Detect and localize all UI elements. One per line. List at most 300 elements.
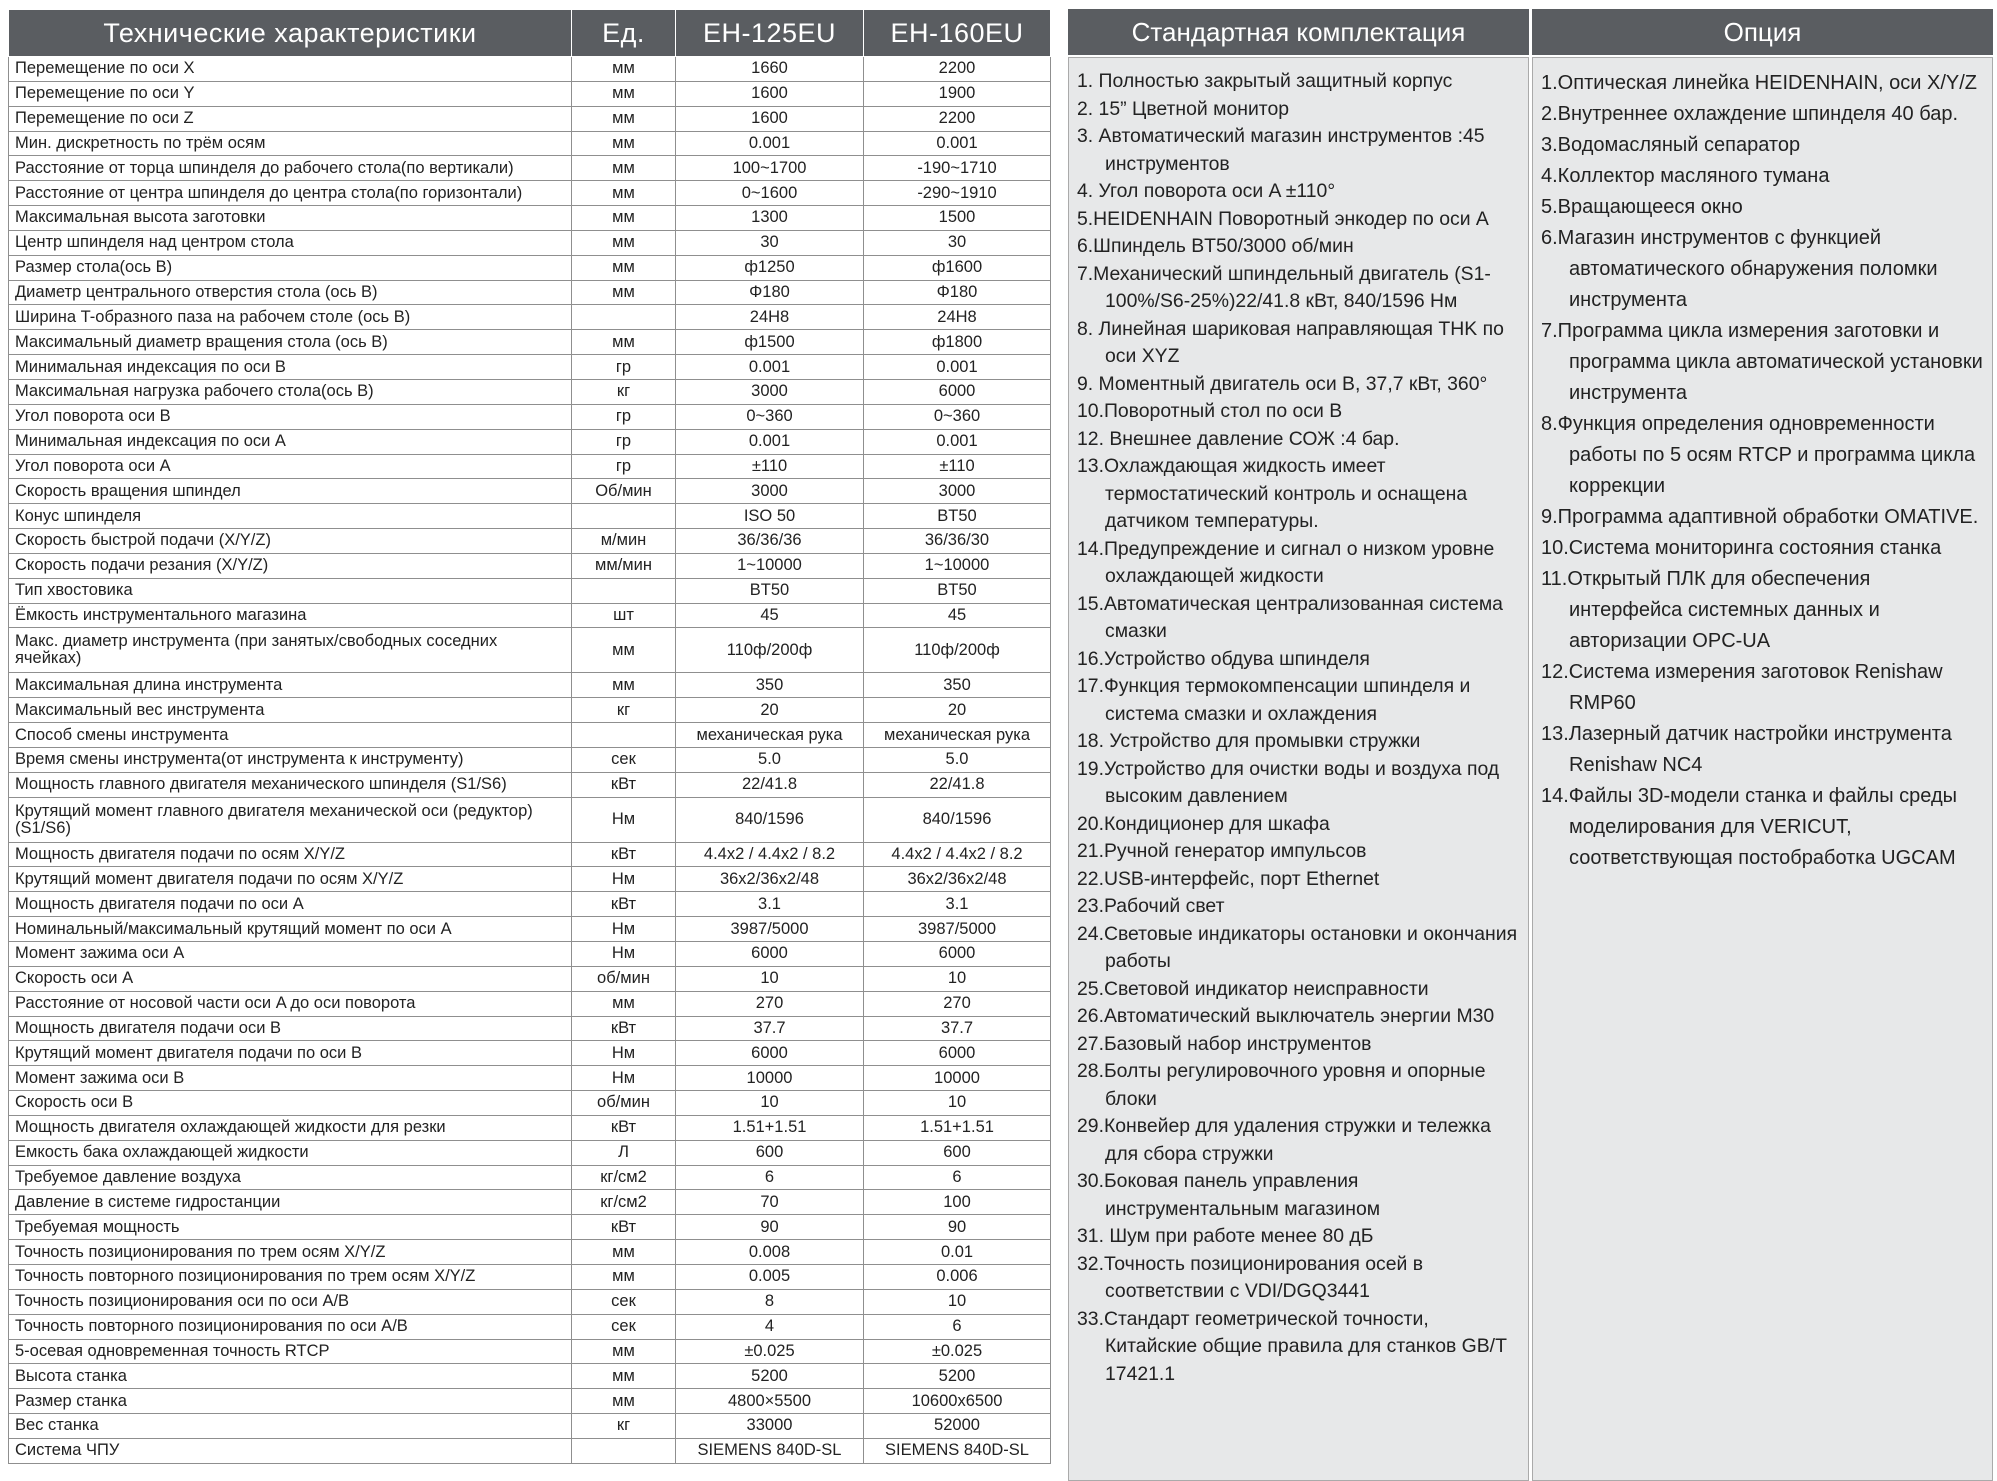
spec-model-2-cell: BT50 [864,504,1051,529]
table-row [9,842,1051,867]
spec-name-cell: Точность позиционирования по трем осям X/Y/Z [9,1240,572,1265]
spec-model-1-cell: 0~360 [676,404,864,429]
table-row [9,578,1051,603]
spec-name-cell: Скорость подачи резания (X/Y/Z) [9,553,572,578]
spec-unit-cell: Нм [572,867,676,892]
spec-model-1-cell: 3000 [676,379,864,404]
spec-model-2-cell: 24H8 [864,305,1051,330]
spec-model-1-cell: 6000 [676,1041,864,1066]
spec-model-2-cell: 36/36/30 [864,529,1051,554]
spec-model-1-cell: 6000 [676,942,864,967]
table-row [9,1364,1051,1389]
spec-header-row [9,10,1051,57]
spec-name-cell: Требуемое давление воздуха [9,1165,572,1190]
list-item: 4. Угол поворота оси A ±110° [1077,180,1336,202]
spec-unit-cell: мм [572,156,676,181]
table-row [9,797,1051,842]
table-row [9,1289,1051,1314]
spec-unit-cell: кг [572,698,676,723]
list-item: 31. Шум при работе менее 80 дБ [1077,1225,1374,1247]
table-row [9,747,1051,772]
header-model-1: EH-125EU [676,10,864,57]
spec-model-2-cell: 5.0 [864,747,1051,772]
spec-unit-cell: Нм [572,917,676,942]
table-row [9,1314,1051,1339]
list-item: 11.Открытый ПЛК для обеспечения интерфейса системных данных и авторизации OPC-UA [1541,568,1880,652]
spec-model-1-cell: 22/41.8 [676,772,864,797]
spec-name-cell: Ёмкость инструментального магазина [9,603,572,628]
spec-model-2-cell: 90 [864,1215,1051,1240]
spec-unit-cell: об/мин [572,1091,676,1116]
list-item: 19.Устройство для очистки воды и воздуха под высоким давлением [1077,757,1500,807]
spec-name-cell: Номинальный/максимальный крутящий момент по оси A [9,917,572,942]
spec-model-1-cell: 1600 [676,81,864,106]
spec-model-2-cell: 10 [864,1091,1051,1116]
spec-unit-cell: об/мин [572,966,676,991]
spec-name-cell: Перемещение по оси Z [9,106,572,131]
spec-model-2-cell: 10 [864,966,1051,991]
spec-model-2-cell: 270 [864,991,1051,1016]
table-row [9,1240,1051,1265]
list-item: 10.Поворотный стол по оси B [1077,400,1343,422]
list-item: 25.Световой индикатор неисправности [1077,977,1429,1000]
list-item: 3.Водомасляный сепаратор [1541,134,1801,156]
spec-name-cell: Мин. дискретность по трём осям [9,131,572,156]
table-row [9,156,1051,181]
spec-model-2-cell: 22/41.8 [864,772,1051,797]
spec-unit-cell: кг/см2 [572,1165,676,1190]
spec-unit-cell: Нм [572,1066,676,1091]
spec-name-cell: Требуемая мощность [9,1215,572,1240]
spec-model-1-cell: 3.1 [676,892,864,917]
spec-name-cell: Точность позиционирования оси по оси A/B [9,1289,572,1314]
spec-model-1-cell: SIEMENS 840D-SL [676,1438,864,1463]
spec-model-1-cell: 1~10000 [676,553,864,578]
table-row [9,603,1051,628]
spec-model-2-cell: 1900 [864,81,1051,106]
spec-name-cell: Момент зажима оси A [9,942,572,967]
options-title: Опция [1532,9,1993,55]
spec-model-2-cell: 110ф/200ф [864,628,1051,673]
spec-model-2-cell: 6 [864,1314,1051,1339]
spec-unit-cell [572,504,676,529]
spec-unit-cell: мм [572,280,676,305]
spec-model-2-cell: 52000 [864,1414,1051,1439]
spec-model-1-cell: 600 [676,1140,864,1165]
table-row [9,1339,1051,1364]
spec-model-2-cell: 6000 [864,1041,1051,1066]
spec-name-cell: Максимальная высота заготовки [9,206,572,231]
spec-model-2-cell: 4.4x2 / 4.4x2 / 8.2 [864,842,1051,867]
spec-model-1-cell: 350 [676,673,864,698]
spec-model-2-cell: 3.1 [864,892,1051,917]
list-item: 8.Функция определения одновременности работы по 5 осям RTCP и программа цикла коррекции [1541,413,1976,497]
table-row [9,181,1051,206]
spec-model-1-cell: механическая рука [676,723,864,748]
spec-model-2-cell: 100 [864,1190,1051,1215]
table-row [9,255,1051,280]
list-item: 13.Охлаждающая жидкость имеет термостатический контроль и оснащена датчиком температуры. [1077,455,1468,532]
list-item: 33.Стандарт геометрической точности, Китайские общие правила для станков GB/T 17421.1 [1077,1307,1507,1385]
spec-name-cell: Точность повторного позиционирования по трем осям X/Y/Z [9,1264,572,1289]
spec-model-2-cell: 3000 [864,479,1051,504]
list-item: 5.Вращающееся окно [1541,196,1743,218]
list-item: 5.HEIDENHAIN Поворотный энкодер по оси A [1077,207,1489,230]
spec-model-1-cell: 37.7 [676,1016,864,1041]
spec-model-1-cell: 1600 [676,106,864,131]
spec-table-container [8,9,1050,1464]
spec-model-1-cell: 24H8 [676,305,864,330]
spec-name-cell: Высота станка [9,1364,572,1389]
spec-model-1-cell: Φ180 [676,280,864,305]
list-item: 18. Устройство для промывки стружки [1077,730,1421,752]
spec-model-1-cell: 1300 [676,206,864,231]
spec-unit-cell: кг [572,1414,676,1439]
header-name: Технические характеристики [9,10,572,57]
table-row [9,131,1051,156]
options-list [1541,68,1984,874]
spec-name-cell: Момент зажима оси B [9,1066,572,1091]
list-item: 10.Система мониторинга состояния станка [1541,537,1942,559]
spec-model-1-cell: 10 [676,1091,864,1116]
table-row [9,1215,1051,1240]
list-item: 29.Конвейер для удаления стружки и тележка для сбора стружки [1077,1115,1491,1165]
spec-name-cell: Минимальная индексация по оси B [9,355,572,380]
table-row [9,723,1051,748]
spec-model-2-cell: SIEMENS 840D-SL [864,1438,1051,1463]
table-row [9,1264,1051,1289]
spec-unit-cell [572,723,676,748]
spec-model-1-cell: 90 [676,1215,864,1240]
spec-model-1-cell: 45 [676,603,864,628]
list-item: 16.Устройство обдува шпинделя [1077,647,1370,670]
spec-unit-cell: кг [572,379,676,404]
spec-name-cell: Расстояние от центра шпинделя до центра стола(по горизонтали) [9,181,572,206]
spec-name-cell: Мощность двигателя подачи оси B [9,1016,572,1041]
spec-model-2-cell: 0.006 [864,1264,1051,1289]
spec-name-cell: Мощность двигателя подачи по оси A [9,892,572,917]
table-row [9,379,1051,404]
table-row [9,106,1051,131]
list-item: 7.Программа цикла измерения заготовки и программа цикла автоматической установки инструмента [1541,320,1983,404]
spec-model-1-cell: 1660 [676,57,864,82]
spec-unit-cell: кВт [572,1115,676,1140]
spec-model-2-cell: 600 [864,1140,1051,1165]
table-row [9,1414,1051,1439]
spec-unit-cell: Нм [572,942,676,967]
spec-unit-cell: Нм [572,797,676,842]
list-item: 9. Моментный двигатель оси B, 37,7 кВт, 360° [1077,372,1488,395]
spec-unit-cell [572,1438,676,1463]
table-row [9,917,1051,942]
table-row [9,206,1051,231]
table-row [9,867,1051,892]
table-row [9,230,1051,255]
list-item: 7.Механический шпиндельный двигатель (S1-100%/S6-25%)22/41.8 кВт, 840/1596 Нм [1077,262,1491,312]
spec-unit-cell: мм [572,1339,676,1364]
list-item: 15.Автоматическая централизованная система смазки [1077,592,1503,642]
spec-model-2-cell: 6 [864,1165,1051,1190]
list-item: 26.Автоматический выключатель энергии M30 [1077,1005,1495,1027]
spec-model-1-cell: 36x2/36x2/48 [676,867,864,892]
list-item: 22.USB-интерфейс, порт Ethernet [1077,867,1380,890]
spec-model-1-cell: 270 [676,991,864,1016]
list-item: 14.Файлы 3D-модели станка и файлы среды моделирования для VERICUT, соответствующая постобработка UGCAM [1541,785,1957,869]
spec-name-cell: Время смены инструмента(от инструмента к инструменту) [9,747,572,772]
spec-unit-cell [572,578,676,603]
spec-name-cell: Система ЧПУ [9,1438,572,1463]
spec-model-2-cell: 840/1596 [864,797,1051,842]
spec-model-2-cell: ф1600 [864,255,1051,280]
spec-model-1-cell: ф1250 [676,255,864,280]
list-item: 4.Коллектор масляного тумана [1541,165,1830,187]
spec-unit-cell: мм [572,330,676,355]
spec-name-cell: Перемещение по оси X [9,57,572,82]
spec-model-2-cell: Φ180 [864,280,1051,305]
spec-name-cell: Скорость оси A [9,966,572,991]
spec-name-cell: Расстояние от носовой части оси A до оси поворота [9,991,572,1016]
list-item: 12. Внешнее давление СОЖ :4 бар. [1077,427,1400,450]
list-item: 12.Система измерения заготовок Renishaw RMP60 [1541,661,1943,714]
spec-table-body [9,57,1051,1464]
spec-unit-cell: мм [572,1364,676,1389]
spec-unit-cell: сек [572,1289,676,1314]
spec-model-1-cell: 110ф/200ф [676,628,864,673]
spec-model-1-cell: BT50 [676,578,864,603]
spec-model-2-cell: 2200 [864,57,1051,82]
list-item: 3. Автоматический магазин инструментов :45 инструментов [1077,125,1485,175]
spec-model-1-cell: 33000 [676,1414,864,1439]
spec-model-1-cell: ±110 [676,454,864,479]
spec-model-1-cell: 5200 [676,1364,864,1389]
spec-name-cell: Конус шпинделя [9,504,572,529]
list-item: 32.Точность позиционирования осей в соответствии с VDI/DGQ3441 [1077,1252,1424,1302]
spec-table [8,9,1051,1464]
spec-model-1-cell: 0.001 [676,131,864,156]
spec-unit-cell: мм [572,181,676,206]
list-item: 6.Магазин инструментов с функцией автоматического обнаружения поломки инструмента [1541,227,1938,311]
spec-unit-cell: Л [572,1140,676,1165]
spec-model-2-cell: 6000 [864,379,1051,404]
table-row [9,628,1051,673]
spec-unit-cell: кВт [572,1215,676,1240]
spec-name-cell: Максимальная длина инструмента [9,673,572,698]
table-row [9,330,1051,355]
spec-name-cell: Размер стола(ось B) [9,255,572,280]
spec-name-cell: Скорость быстрой подачи (X/Y/Z) [9,529,572,554]
table-row [9,355,1051,380]
spec-model-2-cell: 30 [864,230,1051,255]
spec-model-1-cell: 0.008 [676,1240,864,1265]
spec-model-1-cell: 6 [676,1165,864,1190]
spec-unit-cell: Об/мин [572,479,676,504]
table-row [9,1165,1051,1190]
spec-name-cell: Перемещение по оси Y [9,81,572,106]
spec-model-2-cell: 2200 [864,106,1051,131]
spec-model-2-cell: 0~360 [864,404,1051,429]
spec-unit-cell: мм/мин [572,553,676,578]
spec-model-1-cell: 0~1600 [676,181,864,206]
spec-model-2-cell: 1~10000 [864,553,1051,578]
spec-model-1-cell: 10000 [676,1066,864,1091]
list-item: 20.Кондиционер для шкафа [1077,812,1330,835]
table-row [9,529,1051,554]
spec-model-1-cell: 1.51+1.51 [676,1115,864,1140]
spec-model-2-cell: ±110 [864,454,1051,479]
spec-unit-cell: кВт [572,1016,676,1041]
spec-unit-cell: кВт [572,842,676,867]
spec-name-cell: Давление в системе гидростанции [9,1190,572,1215]
spec-unit-cell: гр [572,404,676,429]
spec-model-1-cell: 0.001 [676,355,864,380]
list-item: 8. Линейная шариковая направляющая THK по оси XYZ [1077,317,1504,367]
spec-model-2-cell: 36x2/36x2/48 [864,867,1051,892]
spec-unit-cell: мм [572,673,676,698]
spec-name-cell: Емкость бака охлаждающей жидкости [9,1140,572,1165]
spec-model-2-cell: 0.001 [864,429,1051,454]
spec-model-2-cell: 0.001 [864,355,1051,380]
table-row [9,504,1051,529]
list-item: 1. Полностью закрытый защитный корпус [1077,70,1453,92]
spec-unit-cell: м/мин [572,529,676,554]
spec-model-1-cell: 10 [676,966,864,991]
spec-unit-cell: сек [572,747,676,772]
list-item: 17.Функция термокомпенсации шпинделя и система смазки и охлаждения [1077,675,1471,725]
spec-name-cell: Мощность двигателя подачи по осям X/Y/Z [9,842,572,867]
spec-model-2-cell: -290~1910 [864,181,1051,206]
spec-unit-cell: Нм [572,1041,676,1066]
spec-unit-cell: мм [572,1264,676,1289]
spec-unit-cell: гр [572,429,676,454]
spec-name-cell: 5-осевая одновременная точность RTCP [9,1339,572,1364]
table-row [9,673,1051,698]
spec-unit-cell: мм [572,255,676,280]
spec-model-2-cell: 350 [864,673,1051,698]
list-item: 1.Оптическая линейка HEIDENHAIN, оси X/Y/Z [1541,72,1978,94]
table-row [9,280,1051,305]
spec-unit-cell: гр [572,454,676,479]
spec-unit-cell: мм [572,131,676,156]
spec-name-cell: Центр шпинделя над центром стола [9,230,572,255]
table-row [9,772,1051,797]
spec-model-2-cell: 10000 [864,1066,1051,1091]
spec-unit-cell: мм [572,57,676,82]
spec-name-cell: Скорость оси B [9,1091,572,1116]
spec-name-cell: Ширина T-образного паза на рабочем столе (ось B) [9,305,572,330]
spec-model-1-cell: ±0.025 [676,1339,864,1364]
list-item: 13.Лазерный датчик настройки инструмента Renishaw NC4 [1541,723,1952,776]
spec-model-1-cell: 840/1596 [676,797,864,842]
header-model-2: EH-160EU [864,10,1051,57]
spec-model-2-cell: механическая рука [864,723,1051,748]
spec-model-1-cell: 8 [676,1289,864,1314]
spec-name-cell: Скорость вращения шпиндел [9,479,572,504]
standard-equipment-title: Стандартная комплектация [1068,9,1529,55]
spec-unit-cell: кВт [572,772,676,797]
table-row [9,1115,1051,1140]
spec-name-cell: Тип хвостовика [9,578,572,603]
table-row [9,892,1051,917]
spec-name-cell: Мощность двигателя охлаждающей жидкости для резки [9,1115,572,1140]
spec-model-2-cell: 6000 [864,942,1051,967]
spec-model-1-cell: 3000 [676,479,864,504]
spec-model-2-cell: 1.51+1.51 [864,1115,1051,1140]
list-item: 28.Болты регулировочного уровня и опорные блоки [1077,1060,1486,1110]
spec-unit-cell [572,305,676,330]
table-row [9,305,1051,330]
spec-name-cell: Размер станка [9,1389,572,1414]
spec-unit-cell: шт [572,603,676,628]
spec-model-2-cell: 5200 [864,1364,1051,1389]
spec-model-2-cell: ф1800 [864,330,1051,355]
spec-model-1-cell: 4 [676,1314,864,1339]
spec-model-2-cell: BT50 [864,578,1051,603]
table-row [9,942,1051,967]
spec-name-cell: Способ смены инструмента [9,723,572,748]
table-row [9,1389,1051,1414]
spec-unit-cell: мм [572,1389,676,1414]
spec-name-cell: Угол поворота оси A [9,454,572,479]
spec-name-cell: Мощность главного двигателя механического шпинделя (S1/S6) [9,772,572,797]
spec-model-1-cell: 3987/5000 [676,917,864,942]
spec-name-cell: Точность повторного позиционирования по оси A/B [9,1314,572,1339]
spec-unit-cell: мм [572,991,676,1016]
spec-model-1-cell: 0.001 [676,429,864,454]
table-row [9,1190,1051,1215]
spec-unit-cell: мм [572,106,676,131]
spec-model-2-cell: 3987/5000 [864,917,1051,942]
list-item: 30.Боковая панель управления инструментальным магазином [1077,1170,1381,1220]
spec-unit-cell: сек [572,1314,676,1339]
spec-unit-cell: мм [572,230,676,255]
list-item: 9.Программа адаптивной обработки OMATIVE. [1541,506,1979,528]
spec-model-2-cell: 45 [864,603,1051,628]
spec-unit-cell: кВт [572,892,676,917]
list-item: 27.Базовый набор инструментов [1077,1032,1372,1055]
spec-model-1-cell: 4.4x2 / 4.4x2 / 8.2 [676,842,864,867]
list-item: 6.Шпиндель BT50/3000 об/мин [1077,235,1354,257]
spec-unit-cell: мм [572,628,676,673]
options-body [1532,57,1993,1481]
spec-model-2-cell: -190~1710 [864,156,1051,181]
spec-model-2-cell: ±0.025 [864,1339,1051,1364]
table-row [9,1066,1051,1091]
list-item: 14.Предупреждение и сигнал о низком уровне охлаждающей жидкости [1077,537,1495,587]
spec-unit-cell: кг/см2 [572,1190,676,1215]
spec-model-1-cell: 36/36/36 [676,529,864,554]
spec-name-cell: Крутящий момент главного двигателя механической оси (редуктор) (S1/S6) [9,797,572,842]
table-row [9,81,1051,106]
spec-name-cell: Крутящий момент двигателя подачи по оси B [9,1041,572,1066]
table-row [9,991,1051,1016]
options-panel [1532,9,1993,1481]
table-row [9,479,1051,504]
spec-name-cell: Диаметр центрального отверстия стола (ось B) [9,280,572,305]
spec-name-cell: Максимальный вес инструмента [9,698,572,723]
spec-name-cell: Макс. диаметр инструмента (при занятых/свободных соседних ячейках) [9,628,572,673]
standard-equipment-body [1068,57,1529,1481]
spec-model-2-cell: 37.7 [864,1016,1051,1041]
spec-name-cell: Расстояние от торца шпинделя до рабочего стола(по вертикали) [9,156,572,181]
spec-model-1-cell: 100~1700 [676,156,864,181]
spec-model-1-cell: ф1500 [676,330,864,355]
spec-model-2-cell: 10 [864,1289,1051,1314]
spec-model-1-cell: 4800×5500 [676,1389,864,1414]
spec-model-2-cell: 20 [864,698,1051,723]
list-item: 23.Рабочий свет [1077,895,1225,917]
spec-name-cell: Крутящий момент двигателя подачи по осям X/Y/Z [9,867,572,892]
spec-name-cell: Вес станка [9,1414,572,1439]
